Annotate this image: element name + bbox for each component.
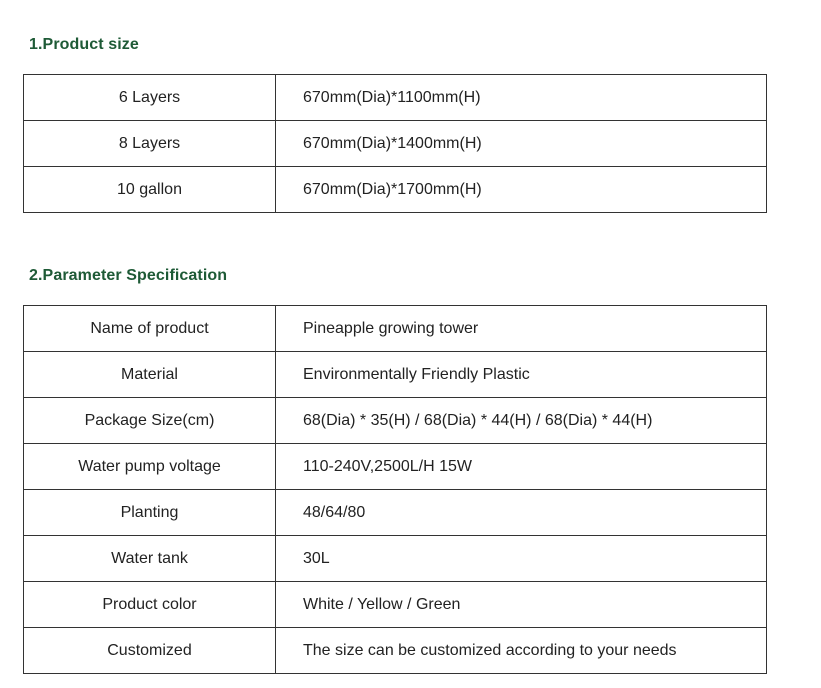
row-value: 110-240V,2500L/H 15W bbox=[276, 444, 767, 490]
row-label: Material bbox=[24, 352, 276, 398]
product-size-table bbox=[23, 74, 767, 213]
parameter-specification-table bbox=[23, 305, 767, 674]
table-row bbox=[24, 306, 767, 352]
row-label: Water pump voltage bbox=[24, 444, 276, 490]
row-value: 670mm(Dia)*1100mm(H) bbox=[276, 75, 767, 121]
row-label: 6 Layers bbox=[24, 75, 276, 121]
row-label: 8 Layers bbox=[24, 121, 276, 167]
row-label: Product color bbox=[24, 582, 276, 628]
row-label: 10 gallon bbox=[24, 167, 276, 213]
row-label: Customized bbox=[24, 628, 276, 674]
row-value: White / Yellow / Green bbox=[276, 582, 767, 628]
table-row bbox=[24, 167, 767, 213]
row-value: 30L bbox=[276, 536, 767, 582]
row-value: 48/64/80 bbox=[276, 490, 767, 536]
row-label: Name of product bbox=[24, 306, 276, 352]
row-label: Water tank bbox=[24, 536, 276, 582]
table-row bbox=[24, 582, 767, 628]
row-label: Planting bbox=[24, 490, 276, 536]
row-value: 670mm(Dia)*1400mm(H) bbox=[276, 121, 767, 167]
row-value: Environmentally Friendly Plastic bbox=[276, 352, 767, 398]
row-label: Package Size(cm) bbox=[24, 398, 276, 444]
table-row bbox=[24, 121, 767, 167]
row-value: Pineapple growing tower bbox=[276, 306, 767, 352]
table-row bbox=[24, 628, 767, 674]
table-row bbox=[24, 490, 767, 536]
table-row bbox=[24, 444, 767, 490]
product-size-heading: 1.Product size bbox=[29, 36, 139, 53]
table-row bbox=[24, 398, 767, 444]
row-value: The size can be customized according to your needs bbox=[276, 628, 767, 674]
parameter-specification-heading: 2.Parameter Specification bbox=[29, 267, 228, 284]
row-value: 68(Dia) * 35(H) / 68(Dia) * 44(H) / 68(Dia) * 44(H) bbox=[276, 398, 767, 444]
table-row bbox=[24, 75, 767, 121]
row-value: 670mm(Dia)*1700mm(H) bbox=[276, 167, 767, 213]
table-row bbox=[24, 536, 767, 582]
table-row bbox=[24, 352, 767, 398]
